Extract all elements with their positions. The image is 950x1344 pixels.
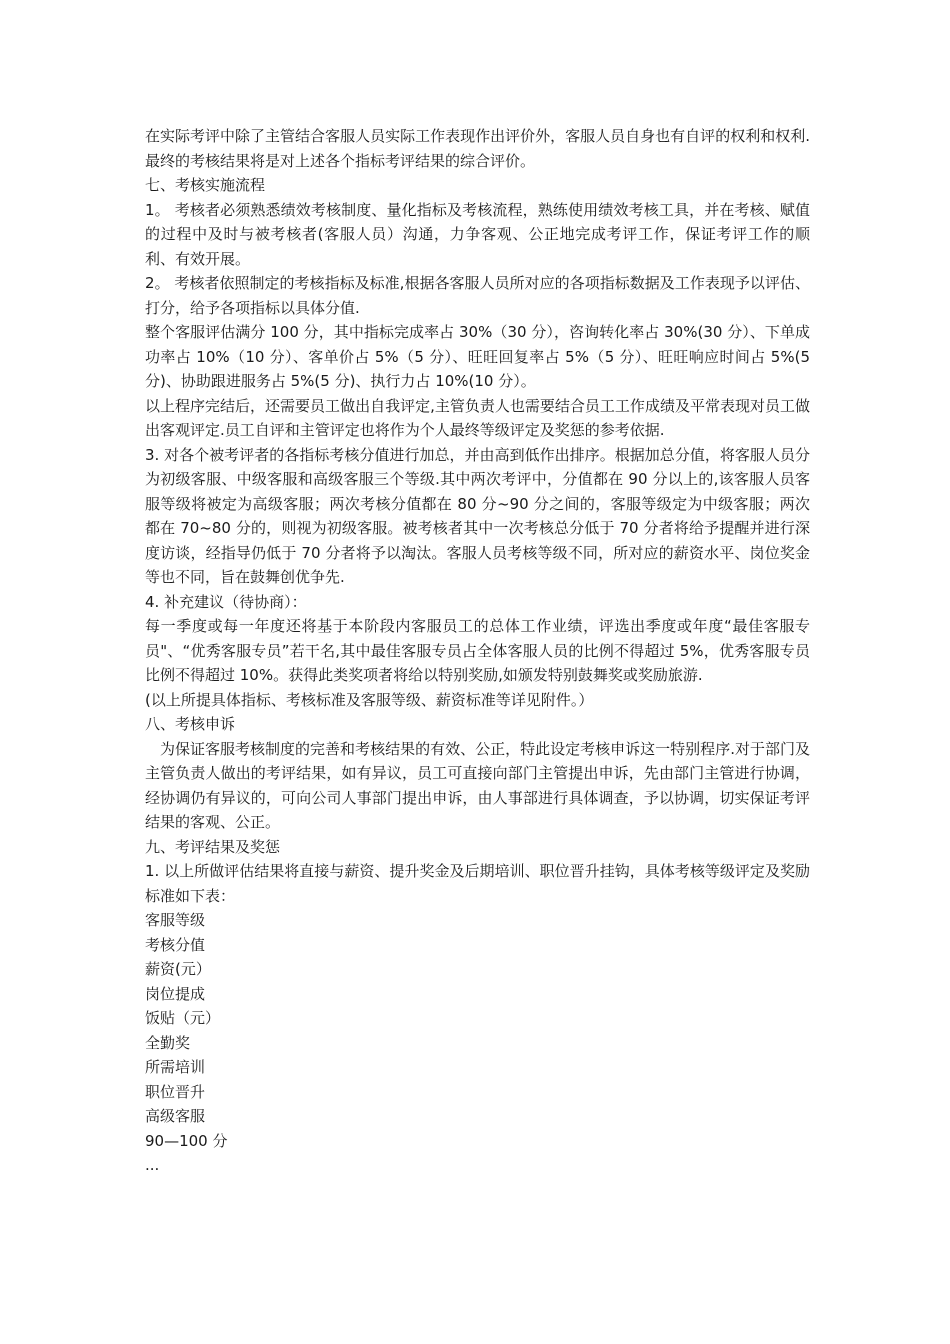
paragraph-post-procedure: 以上程序完结后，还需要员工做出自我评定,主管负责人也需要结合员工工作成绩及平常表现对员工做出客观评定.员工自评和主管评定也将作为个人最终等级评定及奖惩的参考依据.: [145, 396, 810, 439]
paragraph-awards: 每一季度或每一年度还将基于本阶段内客服员工的总体工作业绩，评选出季度或年度“最佳客服专员"、“优秀客服专员”若干名,其中最佳客服专员占全体客服人员的比例不得超过 5%，优秀客服专员比例不得超过 10%。获得此类奖项者将给以特别奖励,如颁发特别鼓舞奖或奖励旅游.: [145, 617, 810, 684]
heading-section-7: 七、考核实施流程: [145, 176, 266, 194]
table-cell-service-level: 客服等级: [145, 911, 206, 929]
document-body: [145, 124, 810, 1178]
paragraph-step-1: 1。 考核者必须熟悉绩效考核制度、量化指标及考核流程，熟练使用绩效考核工具，并在考核、赋值的过程中及时与被考核者(客服人员）沟通，力争客观、公正地完成考评工作，保证考评工作的顺利、有效开展。: [145, 200, 810, 268]
heading-section-9: 九、考评结果及奖惩: [145, 837, 281, 856]
paragraph-step-2: 2。 考核者依照制定的考核指标及标准,根据各客服人员所对应的各项指标数据及工作表现予以评估、打分，给予各项指标以具体分值.: [145, 274, 810, 317]
table-cell-training: 所需培训: [145, 1058, 206, 1076]
table-cell-senior-service: 高级客服: [145, 1107, 206, 1125]
paragraph-results-intro: 1. 以上所做评估结果将直接与薪资、提升奖金及后期培训、职位晋升挂钩，具体考核等级评定及奖励标准如下表：: [145, 862, 810, 905]
paragraph-self-evaluation: 在实际考评中除了主管结合客服人员实际工作表现作出评价外，客服人员自身也有自评的权利和权利.最终的考核结果将是对上述各个指标考评结果的综合评价。: [145, 127, 810, 170]
table-cell-attendance-bonus: 全勤奖: [145, 1033, 191, 1052]
table-cell-salary: 薪资(元）: [145, 960, 211, 978]
table-cell-meal-allowance: 饭贴（元）: [145, 1009, 221, 1027]
table-cell-score-range: 90—100 分: [145, 1131, 228, 1150]
ellipsis-continuation: ...: [145, 1156, 160, 1174]
table-cell-commission: 岗位提成: [145, 984, 206, 1003]
heading-section-8: 八、考核申诉: [145, 715, 236, 733]
table-cell-promotion: 职位晋升: [145, 1082, 206, 1101]
paragraph-appeal: 为保证客服考核制度的完善和考核结果的有效、公正，特此设定考核申诉这一特别程序.对于部门及主管负责人做出的考评结果，如有异议，员工可直接向部门主管提出申诉，先由部门主管进行协调，经协调仍有异议的，可向公司人事部门提出申诉，由人事部进行具体调查，予以协调，切实保证考评结果的客观、公正。: [145, 739, 810, 831]
paragraph-score-breakdown: 整个客服评估满分 100 分，其中指标完成率占 30%（30 分），咨询转化率占 30%(30 分）、下单成功率占 10%（10 分）、客单价占 5%（5 分）、旺旺回复率占 5%（5 分）、旺旺响应时间占 5%(5 分)、协助跟进服务占 5%(5 分)、执行力占 10%(10 分）。: [145, 323, 810, 390]
table-cell-score: 考核分值: [145, 935, 206, 954]
paragraph-step-3: 3. 对各个被考评者的各指标考核分值进行加总，并由高到低作出排序。根据加总分值，将客服人员分为初级客服、中级客服和高级客服三个等级.其中两次考评中，分值都在 90 分以上的,该客服人员客服等级将被定为高级客服；两次考核分值都在 80 分~90 分之间的，客服等级定为中级客服；两次都在 70~80 分的，则视为初级客服。被考核者其中一次考核总分低于 70 分者将给予提醒并进行深度访谈，经指导仍低于 70 分者将予以淘汰。客服人员考核等级不同，所对应的薪资水平、岗位奖金等也不同，旨在鼓舞创优争先.: [145, 445, 810, 586]
paragraph-step-4-title: 4. 补充建议（待协商）：: [145, 592, 307, 611]
paragraph-attachment-note: (以上所提具体指标、考核标准及客服等级、薪资标准等详见附件。）: [145, 690, 594, 709]
